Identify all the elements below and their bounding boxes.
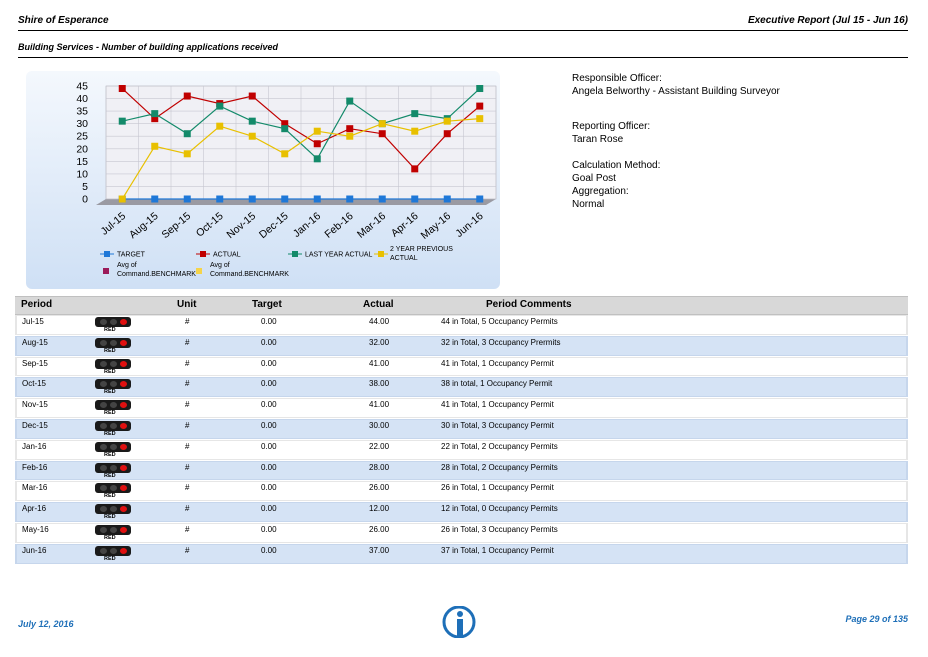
light-off-icon bbox=[110, 485, 117, 491]
data-point bbox=[184, 93, 191, 100]
x-tick-label: Nov-15 bbox=[224, 210, 259, 242]
y-tick-label: 15 bbox=[76, 155, 88, 168]
cell-comment: 44 in Total, 5 Occupancy Permits bbox=[441, 317, 558, 326]
light-off-icon bbox=[110, 361, 117, 367]
col-comments: Period Comments bbox=[486, 299, 572, 310]
y-tick-label: 30 bbox=[76, 118, 88, 131]
cell-unit: # bbox=[185, 358, 190, 368]
table-row bbox=[15, 544, 908, 565]
y-tick-label: 35 bbox=[76, 105, 88, 118]
cell-period: Nov-15 bbox=[22, 400, 48, 410]
cell-target: 0.00 bbox=[261, 462, 277, 472]
status-label: RED bbox=[104, 472, 116, 479]
table-header bbox=[15, 296, 908, 315]
y-tick-label: 10 bbox=[76, 168, 88, 181]
cell-period: Apr-16 bbox=[22, 504, 47, 514]
cell-actual: 26.00 bbox=[369, 483, 390, 493]
cell-actual: 28.00 bbox=[369, 462, 390, 472]
table-row bbox=[15, 398, 908, 419]
x-tick-label: Dec-15 bbox=[257, 210, 291, 242]
light-off-icon bbox=[110, 506, 117, 512]
footer-date: July 12, 2016 bbox=[18, 619, 74, 629]
legend-marker bbox=[200, 251, 206, 257]
cell-period: Feb-16 bbox=[22, 462, 48, 472]
status-light-icon bbox=[95, 317, 131, 327]
cell-period: Dec-15 bbox=[22, 420, 48, 430]
cell-period: Jan-16 bbox=[22, 441, 47, 451]
status-label: RED bbox=[104, 451, 116, 458]
data-point bbox=[476, 103, 483, 110]
footer-page: Page 29 of 135 bbox=[845, 614, 908, 624]
x-tick-label: Jul-15 bbox=[98, 210, 129, 238]
data-point bbox=[444, 130, 451, 137]
cell-target: 0.00 bbox=[261, 358, 277, 368]
cell-comment: 38 in total, 1 Occupancy Permit bbox=[441, 379, 553, 389]
cell-target: 0.00 bbox=[261, 504, 277, 514]
data-point bbox=[119, 118, 126, 125]
legend-label: ACTUAL bbox=[390, 255, 418, 262]
light-off-icon bbox=[100, 340, 107, 346]
light-off-icon bbox=[100, 319, 107, 325]
header-rule bbox=[18, 30, 908, 31]
status-light-icon bbox=[95, 504, 131, 514]
data-point bbox=[444, 196, 451, 203]
status-label: RED bbox=[104, 389, 116, 396]
data-point bbox=[379, 120, 386, 127]
line-chart bbox=[26, 71, 500, 289]
light-off-icon bbox=[100, 485, 107, 491]
data-point bbox=[314, 196, 321, 203]
y-tick-label: 20 bbox=[76, 143, 88, 156]
cell-target: 0.00 bbox=[261, 317, 277, 326]
data-point bbox=[314, 128, 321, 135]
table-body bbox=[15, 315, 908, 565]
data-point bbox=[411, 110, 418, 117]
cell-comment: 30 in Total, 3 Occupancy Permit bbox=[441, 420, 554, 430]
cell-actual: 41.00 bbox=[369, 400, 390, 410]
light-red-icon bbox=[120, 340, 127, 346]
cell-target: 0.00 bbox=[261, 483, 277, 493]
light-off-icon bbox=[100, 548, 107, 554]
table-row bbox=[15, 481, 908, 502]
light-off-icon bbox=[110, 444, 117, 450]
cell-comment: 26 in Total, 1 Occupancy Permit bbox=[441, 483, 554, 493]
legend-marker bbox=[292, 251, 298, 257]
col-unit: Unit bbox=[177, 299, 197, 310]
cell-period: Jul-15 bbox=[22, 317, 44, 326]
cell-period: Aug-15 bbox=[22, 337, 48, 347]
data-point bbox=[314, 140, 321, 147]
x-tick-label: Oct-15 bbox=[193, 210, 226, 240]
cell-target: 0.00 bbox=[261, 400, 277, 410]
light-red-icon bbox=[120, 527, 127, 533]
cell-target: 0.00 bbox=[261, 524, 277, 534]
calc-label: Calculation Method: bbox=[572, 160, 661, 171]
legend-marker bbox=[103, 268, 109, 274]
cell-target: 0.00 bbox=[261, 441, 277, 451]
period-table bbox=[15, 296, 908, 565]
legend-label: Command.BENCHMARK bbox=[117, 271, 196, 278]
cell-actual: 38.00 bbox=[369, 379, 390, 389]
data-point bbox=[476, 115, 483, 122]
data-point bbox=[346, 125, 353, 132]
status-light-icon bbox=[95, 421, 131, 431]
data-point bbox=[411, 196, 418, 203]
y-tick-label: 5 bbox=[82, 180, 88, 193]
light-off-icon bbox=[100, 506, 107, 512]
light-off-icon bbox=[100, 465, 107, 471]
table-row bbox=[15, 502, 908, 523]
data-point bbox=[184, 196, 191, 203]
light-off-icon bbox=[100, 381, 107, 387]
light-off-icon bbox=[110, 402, 117, 408]
data-point bbox=[119, 196, 126, 203]
cell-unit: # bbox=[185, 524, 190, 534]
data-point bbox=[249, 118, 256, 125]
status-label: RED bbox=[104, 327, 116, 333]
cell-target: 0.00 bbox=[261, 379, 277, 389]
data-point bbox=[346, 133, 353, 140]
data-point bbox=[249, 93, 256, 100]
data-point bbox=[346, 98, 353, 105]
data-point bbox=[184, 130, 191, 137]
cell-actual: 44.00 bbox=[369, 317, 390, 326]
light-red-icon bbox=[120, 381, 127, 387]
cell-period: May-16 bbox=[22, 524, 49, 534]
status-label: RED bbox=[104, 493, 116, 500]
cell-unit: # bbox=[185, 504, 190, 514]
cell-comment: 41 in Total, 1 Occupancy Permit bbox=[441, 400, 554, 410]
org-name: Shire of Esperance bbox=[18, 15, 109, 26]
data-point bbox=[281, 125, 288, 132]
legend-marker bbox=[104, 251, 110, 257]
data-point bbox=[249, 133, 256, 140]
light-red-icon bbox=[120, 444, 127, 450]
light-off-icon bbox=[100, 527, 107, 533]
reporting-label: Reporting Officer: bbox=[572, 121, 651, 132]
x-tick-label: May-16 bbox=[418, 210, 454, 242]
cell-comment: 12 in Total, 0 Occupancy Permits bbox=[441, 504, 558, 514]
cell-actual: 12.00 bbox=[369, 504, 390, 514]
light-red-icon bbox=[120, 319, 127, 325]
subtitle-rule bbox=[18, 57, 908, 58]
status-light-icon bbox=[95, 379, 131, 389]
light-off-icon bbox=[110, 423, 117, 429]
table-row bbox=[15, 461, 908, 482]
cell-unit: # bbox=[185, 483, 190, 493]
responsible-value: Angela Belworthy - Assistant Building Surveyor bbox=[572, 86, 780, 97]
data-point bbox=[216, 103, 223, 110]
y-tick-label: 25 bbox=[76, 130, 88, 143]
table-row bbox=[15, 419, 908, 440]
cell-comment: 26 in Total, 3 Occupancy Permits bbox=[441, 524, 558, 534]
col-actual: Actual bbox=[363, 299, 394, 310]
light-red-icon bbox=[120, 506, 127, 512]
table-row bbox=[15, 357, 908, 378]
status-light-icon bbox=[95, 400, 131, 410]
data-point bbox=[216, 196, 223, 203]
chart-panel bbox=[26, 71, 500, 289]
cell-unit: # bbox=[185, 420, 190, 430]
light-off-icon bbox=[110, 381, 117, 387]
cell-actual: 22.00 bbox=[369, 441, 390, 451]
data-point bbox=[476, 196, 483, 203]
cell-unit: # bbox=[185, 545, 190, 555]
data-point bbox=[379, 196, 386, 203]
info-logo-icon bbox=[440, 606, 478, 643]
status-label: RED bbox=[104, 555, 116, 562]
data-point bbox=[281, 150, 288, 157]
cell-comment: 37 in Total, 1 Occupancy Permit bbox=[441, 545, 554, 555]
legend-label: Avg of bbox=[210, 262, 230, 269]
cell-comment: 22 in Total, 2 Occupancy Permits bbox=[441, 441, 558, 451]
y-tick-label: 0 bbox=[82, 193, 88, 206]
x-tick-label: Jun-16 bbox=[453, 210, 486, 240]
data-point bbox=[151, 110, 158, 117]
legend-label: 2 YEAR PREVIOUS bbox=[390, 246, 453, 253]
cell-unit: # bbox=[185, 462, 190, 472]
table-row bbox=[15, 440, 908, 461]
x-tick-label: Apr-16 bbox=[388, 210, 421, 240]
cell-comment: 41 in Total, 1 Occupancy Permit bbox=[441, 358, 554, 368]
legend-marker bbox=[196, 268, 202, 274]
col-period: Period bbox=[21, 299, 53, 310]
legend-label: ACTUAL bbox=[213, 251, 241, 259]
status-light-icon bbox=[95, 442, 131, 452]
cell-actual: 41.00 bbox=[369, 358, 390, 368]
cell-comment: 28 in Total, 2 Occupancy Permits bbox=[441, 462, 558, 472]
cell-period: Oct-15 bbox=[22, 379, 47, 389]
cell-unit: # bbox=[185, 337, 190, 347]
light-red-icon bbox=[120, 402, 127, 408]
table-row bbox=[15, 377, 908, 398]
cell-target: 0.00 bbox=[261, 545, 277, 555]
light-red-icon bbox=[120, 548, 127, 554]
light-off-icon bbox=[100, 402, 107, 408]
data-point bbox=[444, 118, 451, 125]
light-off-icon bbox=[110, 548, 117, 554]
light-red-icon bbox=[120, 485, 127, 491]
cell-actual: 30.00 bbox=[369, 420, 390, 430]
cell-unit: # bbox=[185, 400, 190, 410]
data-point bbox=[281, 196, 288, 203]
y-tick-label: 45 bbox=[76, 80, 88, 93]
legend-label: Avg of bbox=[117, 262, 137, 269]
light-off-icon bbox=[100, 361, 107, 367]
status-label: RED bbox=[104, 347, 116, 354]
data-point bbox=[119, 85, 126, 92]
status-label: RED bbox=[104, 514, 116, 521]
light-off-icon bbox=[110, 319, 117, 325]
data-point bbox=[346, 196, 353, 203]
status-label: RED bbox=[104, 534, 116, 541]
cell-comment: 32 in Total, 3 Occupancy Prermits bbox=[441, 337, 561, 347]
table-row bbox=[15, 523, 908, 544]
data-point bbox=[411, 128, 418, 135]
responsible-label: Responsible Officer: bbox=[572, 73, 662, 84]
legend-label: LAST YEAR ACTUAL bbox=[305, 251, 373, 259]
aggregation-label: Aggregation: bbox=[572, 186, 629, 197]
legend-label: TARGET bbox=[117, 251, 145, 259]
data-point bbox=[151, 196, 158, 203]
cell-actual: 37.00 bbox=[369, 545, 390, 555]
light-red-icon bbox=[120, 361, 127, 367]
light-red-icon bbox=[120, 423, 127, 429]
data-point bbox=[379, 130, 386, 137]
col-target: Target bbox=[252, 299, 282, 310]
data-point bbox=[216, 123, 223, 130]
cell-unit: # bbox=[185, 441, 190, 451]
data-point bbox=[476, 85, 483, 92]
status-label: RED bbox=[104, 430, 116, 437]
data-point bbox=[249, 196, 256, 203]
cell-unit: # bbox=[185, 317, 190, 326]
cell-target: 0.00 bbox=[261, 337, 277, 347]
x-tick-label: Mar-16 bbox=[354, 210, 389, 241]
status-light-icon bbox=[95, 525, 131, 535]
calc-value: Goal Post bbox=[572, 173, 616, 184]
status-light-icon bbox=[95, 338, 131, 348]
legend-label: Command.BENCHMARK bbox=[210, 271, 289, 278]
cell-period: Jun-16 bbox=[22, 545, 47, 555]
status-light-icon bbox=[95, 483, 131, 493]
x-tick-label: Jan-16 bbox=[290, 210, 324, 240]
light-off-icon bbox=[110, 465, 117, 471]
legend-marker bbox=[378, 251, 384, 257]
cell-actual: 26.00 bbox=[369, 524, 390, 534]
aggregation-value: Normal bbox=[572, 199, 605, 210]
light-red-icon bbox=[120, 465, 127, 471]
cell-actual: 32.00 bbox=[369, 337, 390, 347]
table-row bbox=[15, 315, 908, 336]
x-tick-label: Aug-15 bbox=[127, 210, 161, 242]
x-tick-label: Sep-15 bbox=[159, 210, 194, 242]
light-off-icon bbox=[110, 527, 117, 533]
status-label: RED bbox=[104, 410, 116, 417]
status-label: RED bbox=[104, 368, 116, 375]
data-point bbox=[151, 143, 158, 150]
y-tick-label: 40 bbox=[76, 93, 88, 106]
reporting-value: Taran Rose bbox=[572, 134, 624, 145]
light-off-icon bbox=[110, 340, 117, 346]
status-light-icon bbox=[95, 359, 131, 369]
status-light-icon bbox=[95, 463, 131, 473]
cell-target: 0.00 bbox=[261, 420, 277, 430]
data-point bbox=[411, 165, 418, 172]
cell-period: Sep-15 bbox=[22, 358, 48, 368]
report-title: Executive Report (Jul 15 - Jun 16) bbox=[747, 15, 908, 26]
cell-unit: # bbox=[185, 379, 190, 389]
table-row bbox=[15, 336, 908, 357]
x-tick-label: Feb-16 bbox=[322, 210, 356, 241]
data-point bbox=[184, 150, 191, 157]
light-off-icon bbox=[100, 444, 107, 450]
page-subtitle: Building Services - Number of building applications received bbox=[18, 42, 279, 52]
status-light-icon bbox=[95, 546, 131, 556]
light-off-icon bbox=[100, 423, 107, 429]
cell-period: Mar-16 bbox=[22, 483, 48, 493]
data-point bbox=[314, 155, 321, 162]
